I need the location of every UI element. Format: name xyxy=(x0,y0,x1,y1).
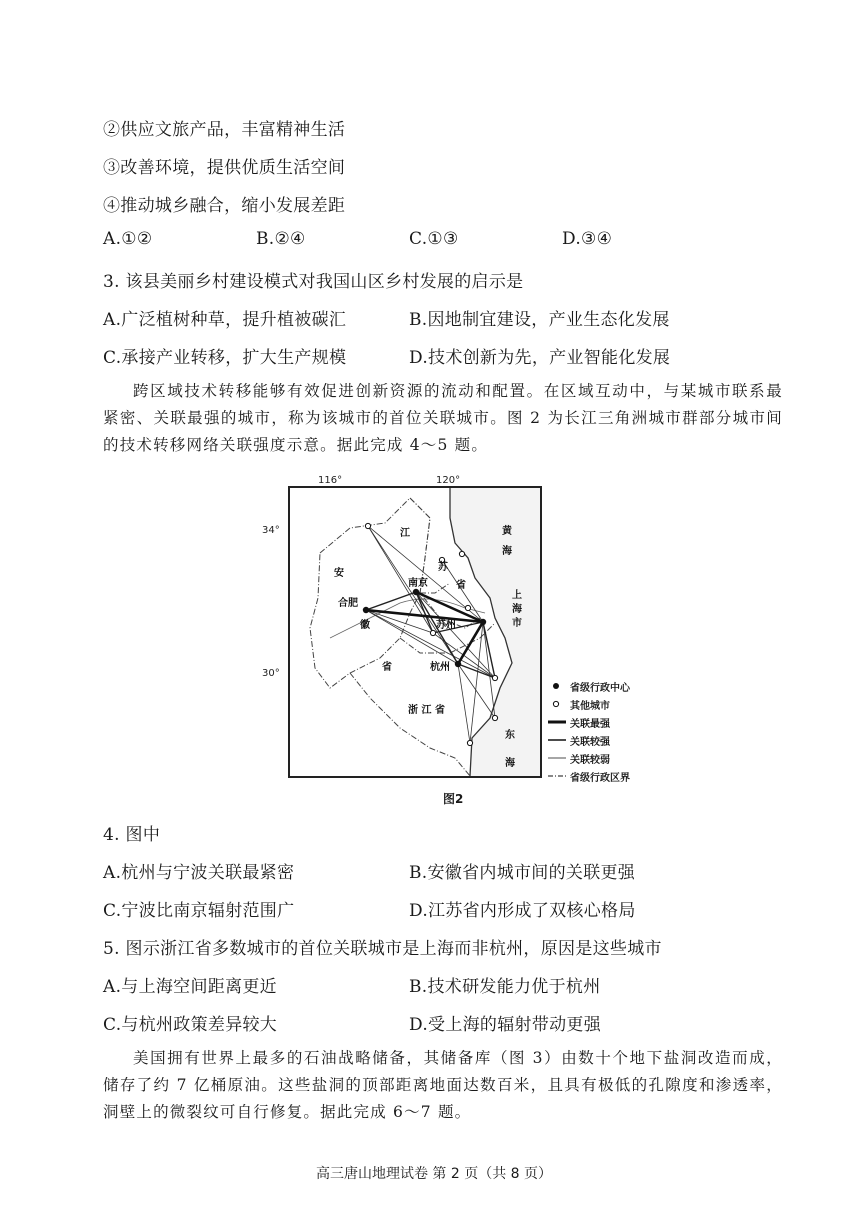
q3-option-d: D.技术创新为先，产业智能化发展 xyxy=(409,348,671,368)
lon-label-120: 120° xyxy=(436,475,461,486)
legend-label: 关联最强 xyxy=(570,719,610,730)
lat-label-34: 34° xyxy=(262,525,280,536)
passage-oil-reserve: 美国拥有世界上最多的石油战略储备，其储备库（图 3）由数十个地下盐洞改造而成，储存了约 7 亿桶原油。这些盐洞的顶部距离地面达数百米，且具有极低的孔隙度和渗透率，洞壁上的微裂纹可自行修复。据此完成 6～7 题。 xyxy=(103,1049,783,1121)
q2-item-2: ②供应文旅产品，丰富精神生活 xyxy=(103,120,346,140)
q3-stem: 3. 该县美丽乡村建设模式对我国山区乡村发展的启示是 xyxy=(103,272,524,292)
passage-tech-transfer: 跨区域技术转移能够有效促进创新资源的流动和配置。在区域互动中，与某城市联系最紧密、关联最强的城市，称为该城市的首位关联城市。图 2 为长江三角洲城市群部分城市间的技术转移网络关联强度示意。据此完成 4～5 题。 xyxy=(103,382,783,454)
legend-label: 其他城市 xyxy=(570,701,610,712)
q3-option-b: B.因地制宜建设，产业生态化发展 xyxy=(409,310,670,330)
city-hefei xyxy=(363,607,369,613)
legend-label: 省级行政中心 xyxy=(570,683,630,694)
label-yellow-sea-1: 黄 xyxy=(502,526,512,537)
label-anhui-3: 省 xyxy=(382,662,392,673)
q2-option-c: C.①③ xyxy=(409,229,459,249)
q4-option-d: D.江苏省内形成了双核心格局 xyxy=(409,901,636,921)
q2-option-b: B.②④ xyxy=(256,229,306,249)
q5-stem: 5. 图示浙江省多数城市的首位关联城市是上海而非杭州，原因是这些城市 xyxy=(103,939,662,959)
label-suzhou: 苏州 xyxy=(436,620,456,631)
city-other-1 xyxy=(365,523,370,528)
q4-stem: 4. 图中 xyxy=(103,825,161,845)
q2-option-d: D.③④ xyxy=(562,229,613,249)
label-east-sea-2: 海 xyxy=(505,758,515,769)
lon-label-116: 116° xyxy=(318,475,343,486)
label-jiangsu-2: 苏 xyxy=(438,562,448,573)
sea-area xyxy=(450,488,540,776)
legend-label: 省级行政区界 xyxy=(570,773,630,784)
q5-option-d: D.受上海的辐射带动更强 xyxy=(409,1015,602,1035)
legend-thin-line-icon xyxy=(548,752,568,764)
legend-thick-line-icon xyxy=(548,716,568,728)
label-east-sea-1: 东 xyxy=(505,730,515,741)
city-other-7 xyxy=(467,740,472,745)
city-other-3 xyxy=(459,551,464,556)
q5-option-c: C.与杭州政策差异较大 xyxy=(103,1015,278,1035)
city-hangzhou xyxy=(455,661,461,667)
legend-medium-line-icon xyxy=(548,734,568,746)
city-other-8 xyxy=(492,715,497,720)
city-other-4 xyxy=(430,630,435,635)
q4-option-c: C.宁波比南京辐射范围广 xyxy=(103,901,295,921)
label-anhui-2: 徽 xyxy=(360,620,370,631)
label-jiangsu-1: 江 xyxy=(400,528,410,539)
legend-dashdot-line-icon xyxy=(548,770,568,782)
city-shanghai xyxy=(480,619,486,625)
q2-item-3: ③改善环境，提供优质生活空间 xyxy=(103,158,346,178)
q3-option-a: A.广泛植树种草，提升植被碳汇 xyxy=(103,310,347,330)
q5-option-b: B.技术研发能力优于杭州 xyxy=(409,977,601,997)
q3-option-c: C.承接产业转移，扩大生产规模 xyxy=(103,348,347,368)
map-svg xyxy=(290,488,540,776)
figure-caption: 图2 xyxy=(443,792,464,806)
q4-option-a: A.杭州与宁波关联最紧密 xyxy=(103,863,295,883)
label-nanjing: 南京 xyxy=(408,578,428,589)
city-other-6 xyxy=(492,675,497,680)
q2-item-4: ④推动城乡融合，缩小发展差距 xyxy=(103,196,346,216)
legend-label: 关联较弱 xyxy=(570,755,610,766)
legend-open-dot-icon xyxy=(548,698,568,710)
links-strongest xyxy=(366,592,483,664)
label-shanghai-1: 上 xyxy=(512,590,522,601)
yangtze-delta-map xyxy=(288,486,542,778)
city-nanjing xyxy=(413,589,419,595)
label-shanghai-3: 市 xyxy=(512,618,522,629)
lat-label-30: 30° xyxy=(262,668,280,679)
label-hefei: 合肥 xyxy=(338,598,358,609)
legend-filled-dot-icon xyxy=(548,680,568,692)
q2-option-a: A.①② xyxy=(103,229,153,249)
label-anhui-1: 安 xyxy=(334,568,344,579)
q4-option-b: B.安徽省内城市间的关联更强 xyxy=(409,863,636,883)
legend-label: 关联较强 xyxy=(570,737,610,748)
city-other-5 xyxy=(465,605,470,610)
label-shanghai-2: 海 xyxy=(512,604,522,615)
label-yellow-sea-2: 海 xyxy=(502,546,512,557)
page-footer: 高三唐山地理试卷 第 2 页（共 8 页） xyxy=(315,1166,553,1182)
label-zhejiang: 浙 江 省 xyxy=(408,705,445,716)
label-hangzhou: 杭州 xyxy=(430,662,450,673)
label-sheng: 省 xyxy=(456,580,466,591)
q5-option-a: A.与上海空间距离更近 xyxy=(103,977,277,997)
